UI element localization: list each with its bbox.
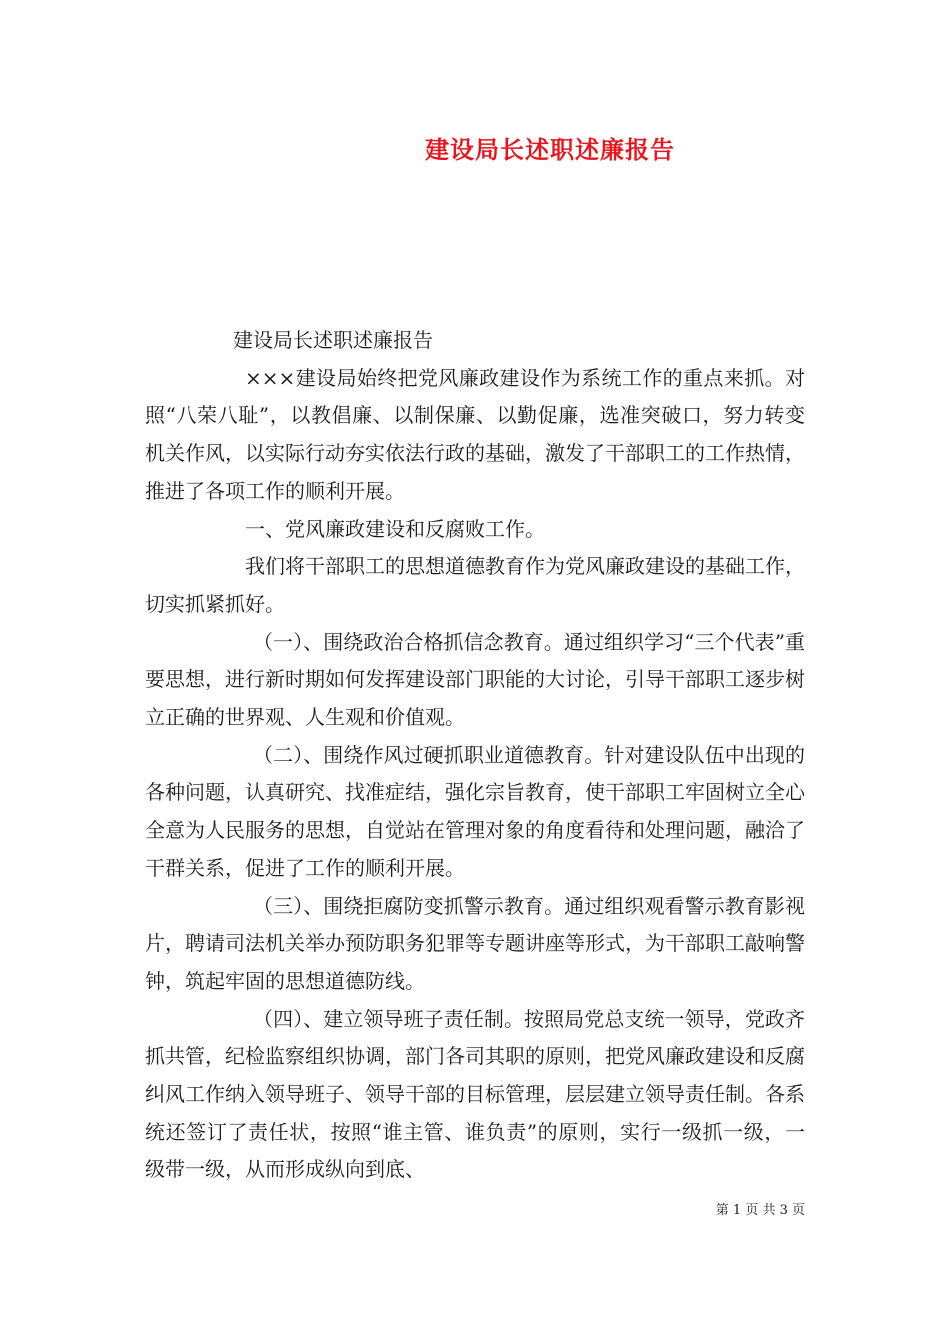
body-paragraph: （三）、围绕拒腐防变抓警示教育。通过组织观看警示教育影视片，聘请司法机关举办预防职务犯罪等专题讲座等形式，为干部职工敲响警钟，筑起牢固的思想道德防线。 [145, 893, 805, 993]
section-heading: 一、党风廉政建设和反腐败工作。 [245, 516, 545, 541]
document-title: 建设局长述职述廉报告 [425, 135, 675, 164]
page-number: 第 1 页 共 3 页 [715, 1203, 805, 1218]
body-paragraph: 我们将干部职工的思想道德教育作为党风廉政建设的基础工作，切实抓紧抓好。 [145, 554, 805, 616]
intro-paragraph: ×××建设局始终把党风廉政建设作为系统工作的重点来抓。对照“八荣八耻”，以教倡廉、以制保廉、以勤促廉，选准突破口，努力转变机关作风，以实际行动夯实依法行政的基础，激发了干部职工的工作热情，推进了各项工作的顺利开展。 [145, 365, 805, 503]
body-paragraph: （四）、建立领导班子责任制。按照局党总支统一领导，党政齐抓共管，纪检监察组织协调，部门各司其职的原则，把党风廉政建设和反腐纠风工作纳入领导班子、领导干部的目标管理，层层建立领导责任制。各系统还签订了责任状，按照“谁主管、谁负责”的原则，实行一级抓一级，一级带一级，从而形成纵向到底、 [145, 1006, 805, 1182]
body-paragraph: （二）、围绕作风过硬抓职业道德教育。针对建设队伍中出现的各种问题，认真研究、找准症结，强化宗旨教育，使干部职工牢固树立全心全意为人民服务的思想，自觉站在管理对象的角度看待和处理问题，融洽了干群关系，促进了工作的顺利开展。 [145, 742, 805, 880]
document-body [145, 322, 805, 1189]
body-paragraph: （一）、围绕政治合格抓信念教育。通过组织学习“三个代表”重要思想，进行新时期如何发挥建设部门职能的大讨论，引导干部职工逐步树立正确的世界观、人生观和价值观。 [145, 629, 805, 730]
body-heading: 建设局长述职述廉报告 [233, 328, 433, 352]
